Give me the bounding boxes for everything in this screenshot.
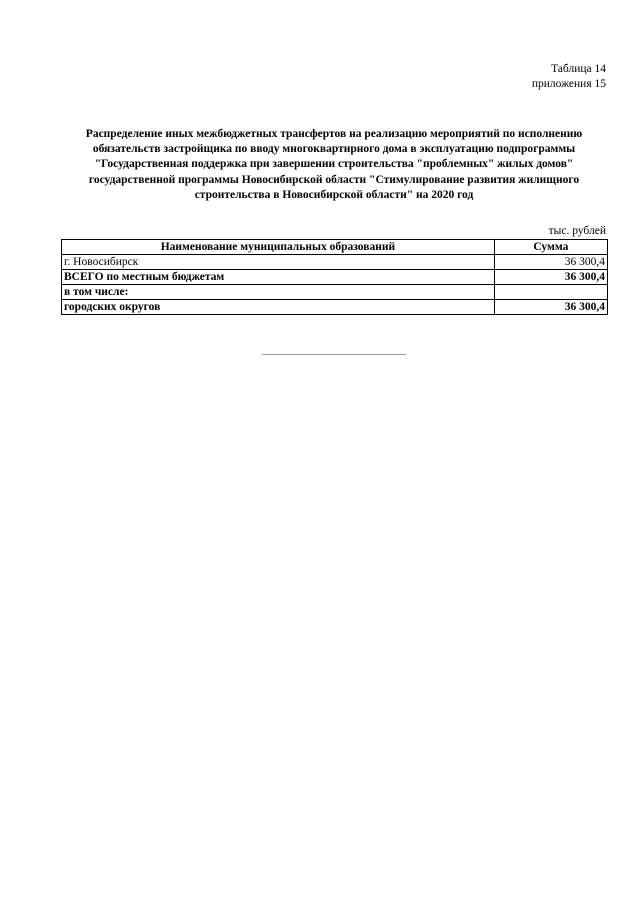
row-sum: 36 300,4 [494, 270, 607, 285]
row-name: ВСЕГО по местным бюджетам [62, 270, 495, 285]
table-header-row [62, 240, 608, 255]
document-title [60, 127, 608, 203]
row-sum: 36 300,4 [494, 300, 607, 315]
table-row-urban-districts [62, 300, 608, 315]
title-line-2: обязательств застройщика по вводу многоквартирного дома в эксплуатацию подпрограммы [92, 143, 576, 156]
row-name: в том числе: [62, 285, 495, 300]
table-row [62, 255, 608, 270]
separator-line [262, 354, 406, 355]
table-number: Таблица 14 [551, 63, 606, 75]
table-row-total [62, 270, 608, 285]
title-line-3: "Государственная поддержка при завершении строительства "проблемных" жилых домов" [94, 158, 574, 171]
column-header-sum: Сумма [494, 240, 607, 255]
row-name: городских округов [62, 300, 495, 315]
column-header-name: Наименование муниципальных образований [62, 240, 495, 255]
distribution-table [61, 239, 608, 315]
title-line-4: государственной программы Новосибирской области "Стимулирование развития жилищного [88, 173, 580, 186]
title-line-5: строительства в Новосибирской области" на 2020 год [194, 188, 474, 201]
row-sum [494, 285, 607, 300]
table-reference [532, 62, 606, 92]
appendix-reference: приложения 15 [531, 78, 606, 90]
row-name: г. Новосибирск [62, 255, 495, 270]
table-row-including [62, 285, 608, 300]
row-sum: 36 300,4 [494, 255, 607, 270]
title-line-1: Распределение иных межбюджетных трансфертов на реализацию мероприятий по исполнению [85, 128, 583, 140]
units-label: тыс. рублей [548, 225, 606, 237]
